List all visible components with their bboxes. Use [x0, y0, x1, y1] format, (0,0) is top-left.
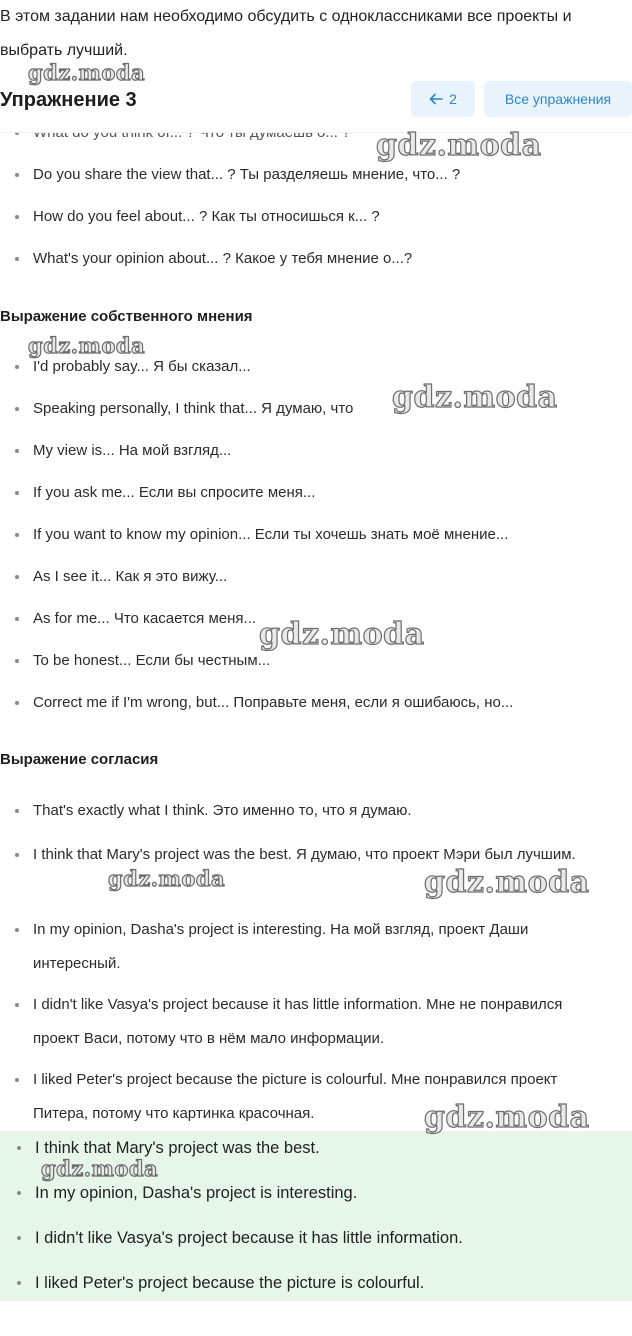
list-item: To be honest... Если бы честным... — [33, 644, 613, 678]
bullet-icon — [15, 449, 19, 453]
list-item: That's exactly what I think. Это именно то, что я думаю. — [33, 794, 613, 828]
intro-line-2: выбрать лучший. — [0, 42, 128, 59]
all-exercises-button[interactable]: Все упражнения — [484, 81, 632, 117]
bullet-icon — [17, 1191, 21, 1195]
watermark: gdz.moda — [41, 1156, 159, 1181]
watermark: gdz.moda — [259, 617, 425, 652]
watermark: gdz.moda — [424, 1100, 590, 1135]
list-item: How do you feel about... ? Как ты относишься к... ? — [33, 200, 613, 234]
exercise-header — [0, 78, 632, 133]
bullet-icon — [15, 659, 19, 663]
list-item: My view is... На мой взгляд... — [33, 434, 613, 468]
list-item: As for me... Что касается меня... — [33, 602, 613, 636]
bullet-icon — [15, 215, 19, 219]
answer-item: I think that Mary's project was the best. — [35, 1131, 615, 1165]
bullet-icon — [15, 1078, 19, 1082]
previous-exercise-label: 2 — [449, 91, 457, 107]
bullet-icon — [17, 1281, 21, 1285]
answer-item: I didn't like Vasya's project because it has little information. — [35, 1221, 615, 1255]
intro-line-1: В этом задании нам необходимо обсудить с одноклассниками все проекты и — [0, 8, 572, 25]
bullet-icon — [15, 365, 19, 369]
bullet-icon — [15, 575, 19, 579]
bullet-icon — [15, 257, 19, 261]
answer-item: In my opinion, Dasha's project is interesting. — [35, 1176, 615, 1210]
arrow-left-icon — [429, 92, 443, 106]
answer-item: I liked Peter's project because the picture is colourful. — [35, 1266, 615, 1300]
watermark: gdz.moda — [376, 128, 542, 163]
bullet-icon — [15, 491, 19, 495]
bullet-icon — [15, 617, 19, 621]
list-item: Speaking personally, I think that... Я думаю, что — [33, 392, 613, 426]
watermark: gdz.moda — [28, 60, 146, 85]
page-title: Упражнение 3 — [0, 89, 137, 111]
list-item: I liked Peter's project because the picture is colourful. Мне понравился проект Питера, потому что картинка красочная. — [33, 1063, 593, 1131]
bullet-icon — [15, 407, 19, 411]
section-heading-agreement: Выражение согласия — [0, 751, 159, 768]
list-item: In my opinion, Dasha's project is interesting. На мой взгляд, проект Даши интересный. — [33, 913, 613, 981]
bullet-icon — [15, 533, 19, 537]
list-item: If you want to know my opinion... Если ты хочешь знать моё мнение... — [33, 518, 613, 552]
list-item: What's your opinion about... ? Какое у тебя мнение о...? — [33, 242, 613, 276]
list-item: Correct me if I'm wrong, but... Поправьте меня, если я ошибаюсь, но... — [33, 686, 613, 720]
bullet-icon — [15, 809, 19, 813]
bullet-icon — [15, 1003, 19, 1007]
list-item: If you ask me... Если вы спросите меня... — [33, 476, 613, 510]
section-heading-opinion: Выражение собственного мнения — [0, 308, 253, 325]
watermark: gdz.moda — [424, 865, 590, 900]
bullet-icon — [15, 173, 19, 177]
bullet-icon — [15, 701, 19, 705]
intro-text — [0, 0, 632, 68]
previous-exercise-button[interactable] — [411, 81, 475, 117]
watermark: gdz.moda — [108, 866, 226, 891]
list-item: I'd probably say... Я бы сказал... — [33, 350, 613, 384]
bullet-icon — [15, 853, 19, 857]
bullet-icon — [15, 928, 19, 932]
list-item: I didn't like Vasya's project because it has little information. Мне не понравился проект Васи, потому что в нём мало информации. — [33, 988, 578, 1056]
watermark: gdz.moda — [392, 380, 558, 415]
list-item: As I see it... Как я это вижу... — [33, 560, 613, 594]
bullet-icon — [17, 1236, 21, 1240]
watermark: gdz.moda — [28, 333, 146, 358]
list-item: Do you share the view that... ? Ты разделяешь мнение, что... ? — [33, 158, 613, 192]
bullet-icon — [17, 1146, 21, 1150]
list-item: I think that Mary's project was the best. Я думаю, что проект Мэри был лучшим. — [33, 838, 593, 872]
